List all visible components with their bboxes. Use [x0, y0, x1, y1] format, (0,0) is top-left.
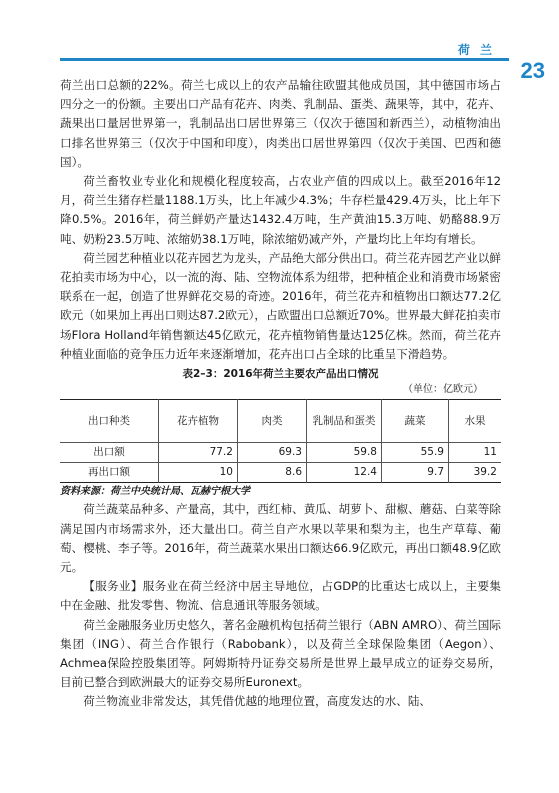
- column-header: 水果: [449, 400, 502, 443]
- table-title: 表2–3：2016年荷兰主要农产品出口情况: [182, 368, 379, 381]
- table-cell: 12.4: [307, 463, 382, 483]
- table-header-row: [60, 400, 501, 443]
- paragraph: 荷兰园艺种植业以花卉园艺为龙头，产品绝大部分供出口。荷兰花卉园艺产业以鲜花拍卖市场为中心，以一流的海、陆、空物流体系为纽带，把种植企业和消费市场紧密联系在一起，创造了世界鲜花交易的奇迹。2016年，荷兰花卉和植物出口额达77.2亿欧元（如果加上再出口则达87.2欧元），占欧盟出口总额近70%。世界最大鲜花拍卖市场Flora Holland年销售额达45亿欧元，花卉植物销售量达125亿株。然而，荷兰花卉种植业面临的竞争压力近年来逐渐增加，花卉出口占全球的比重呈下滑趋势。: [60, 250, 501, 361]
- table-source: 资料来源：荷兰中央统计局、瓦赫宁根大学: [60, 486, 250, 498]
- page-number: 23: [520, 58, 545, 83]
- row-label: 再出口额: [88, 466, 130, 479]
- column-header: 蔬菜: [382, 400, 449, 443]
- column-header: 出口种类: [60, 400, 159, 443]
- paragraph: 【服务业】服务业在荷兰经济中居主导地位，占GDP的比重达七成以上，主要集中在金融、批发零售、物流、信息通讯等服务领域。: [60, 579, 501, 613]
- column-header: 花卉植物: [159, 400, 238, 443]
- table-row: [60, 443, 501, 463]
- table-cell: 69.3: [238, 443, 307, 463]
- column-header: 肉类: [238, 400, 307, 443]
- table-cell: 8.6: [238, 463, 307, 483]
- paragraph: 荷兰畜牧业专业化和规模化程度较高，占农业产值的四成以上。截至2016年12月，荷兰生猪存栏量1188.1万头，比上年减少4.3%；牛存栏量429.4万头，比上年下降0.5%。2016年，荷兰鲜奶产量达1432.4万吨，生产黄油15.3万吨、奶酪88.9万吨、奶粉23.5万吨、浓缩奶38.1万吨，除浓缩奶减产外，产量均比上年均有增长。: [60, 174, 501, 246]
- section-label: 荷 兰: [457, 43, 495, 57]
- export-table: [60, 399, 501, 483]
- page-body: [60, 76, 501, 712]
- paragraph: 荷兰物流业非常发达，其凭借优越的地理位置，高度发达的水、陆、: [83, 694, 432, 709]
- table-cell: 77.2: [159, 443, 238, 463]
- table-cell: 10: [159, 463, 238, 483]
- table-cell: 11: [449, 443, 502, 463]
- table-cell: 59.8: [307, 443, 382, 463]
- table-row: [60, 463, 501, 483]
- paragraph: 荷兰金融服务业历史悠久，著名金融机构包括荷兰银行（ABN AMRO）、荷兰国际集团（ING）、荷兰合作银行（Rabobank），以及荷兰全球保险集团（Aegon）、Achmea保险控股集团等。阿姆斯特丹证券交易所是世界上最早成立的证券交易所，目前已整合到欧洲最大的证券交易所Euronext。: [60, 617, 501, 690]
- column-header: 乳制品和蛋类: [307, 400, 382, 443]
- table-cell: 39.2: [449, 463, 502, 483]
- table-unit: （单位：亿欧元）: [403, 384, 483, 396]
- paragraph: 荷兰出口总额的22%。荷兰七成以上的农产品输往欧盟其他成员国，其中德国市场占四分之一的份额。主要出口产品有花卉、肉类、乳制品、蛋类、蔬果等，其中，花卉、蔬果出口量居世界第一，乳制品出口居世界第三（仅次于德国和新西兰），动植物油出口排名世界第三（仅次于中国和印度），肉类出口居世界第四（仅次于美国、巴西和德国）。: [60, 78, 501, 169]
- row-label: 出口额: [60, 443, 159, 463]
- header-rule: [60, 58, 509, 61]
- table-cell: 9.7: [382, 463, 449, 483]
- paragraph: 荷兰蔬菜品种多、产量高，其中，西红柿、黄瓜、胡萝卜、甜椒、蘑菇、白菜等除满足国内市场需求外，还大量出口。荷兰自产水果以苹果和梨为主，也生产草莓、葡萄、樱桃、李子等。2016年，荷兰蔬菜水果出口额达66.9亿欧元，再出口额48.9亿欧元。: [60, 502, 501, 575]
- table-cell: 55.9: [382, 443, 449, 463]
